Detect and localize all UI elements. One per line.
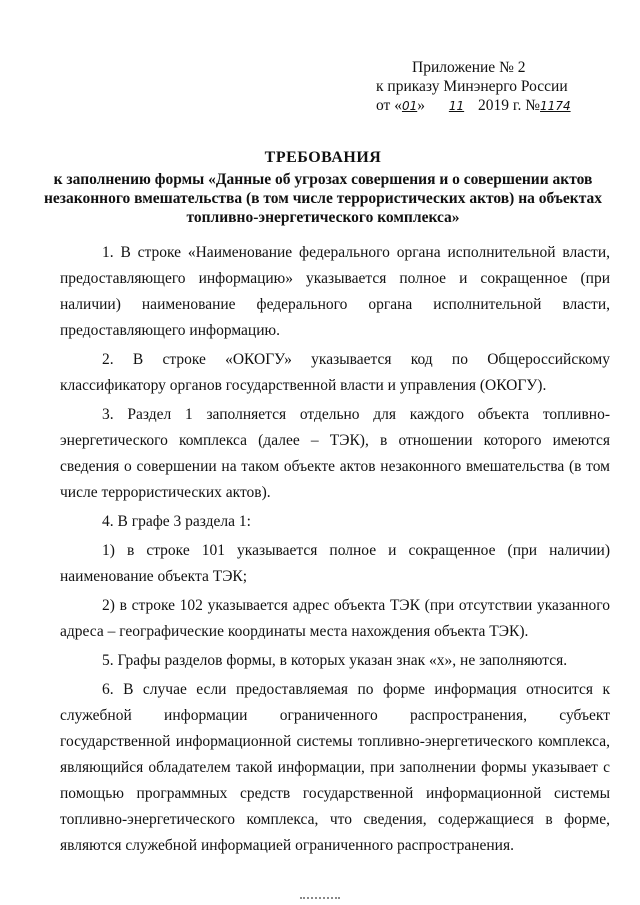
title-heading: ТРЕБОВАНИЯ — [264, 149, 382, 166]
paragraph-4-item-1: 1) в строке 101 указывается полное и сокращенное (при наличии) наименование объекта ТЭК; — [60, 542, 610, 585]
date-year: 2019 г. № — [474, 97, 541, 114]
paragraph-3: 3. Раздел 1 заполняется отдельно для каждого объекта топливно-энергетического комплекса (далее – ТЭК), в отношении которого имеются сведения о совершении на таком объекте актов незаконного вмешательства (в том числе террористических актов). — [60, 406, 610, 501]
paragraph-2: 2. В строке «ОКОГУ» указывается код по Общероссийскому классификатору органов государственной власти и управления (ОКОГУ). — [60, 351, 610, 394]
handwritten-number: 1174 — [540, 99, 571, 113]
paragraph-6: 6. В случае если предоставляемая по форме информация относится к служебной информации ограниченного распространения, субъект государственной информационной системы топливно-энергетического комплекса, являющийся обладателем такой информации, при заполнении формы указывает с помощью программных средств государственной информационной системы топливно-энергетического комплекса, что сведения, содержащиеся в форме, являются служебной информацией ограниченного распространения. — [60, 681, 610, 854]
handwritten-month: 11 — [448, 99, 465, 113]
date-prefix: от « — [376, 97, 402, 114]
paragraph-5: 5. Графы разделов формы, в которых указан знак «х», не заполняются. — [102, 652, 568, 669]
title-line-4: топливно-энергетического комплекса» — [186, 209, 460, 226]
paragraph-4-item-2: 2) в строке 102 указывается адрес объекта ТЭК (при отсутствии указанного адреса – географические координаты места нахождения объекта ТЭК). — [60, 597, 610, 640]
appendix-block — [372, 58, 602, 116]
title-line-3: незаконного вмешательства (в том числе террористических актов) на объектах — [43, 190, 603, 207]
appendix-order-ref: к приказу Минэнерго России — [376, 78, 568, 95]
paragraph-1: 1. В строке «Наименование федерального органа исполнительной власти, предоставляющего информацию» указывается полное и сокращенное (при наличии) наименование федерального органа исполнительной власти, предоставляющего информацию. — [60, 244, 610, 339]
appendix-date-line — [372, 96, 602, 116]
handwritten-day: 01 — [401, 99, 418, 113]
paragraph-4: 4. В графе 3 раздела 1: — [102, 513, 251, 530]
title-line-2: к заполнению формы «Данные об угрозах совершения и о совершении актов — [53, 171, 593, 188]
appendix-number: Приложение № 2 — [412, 59, 526, 76]
document-body — [60, 240, 610, 862]
date-mid: » — [417, 97, 429, 114]
scan-edge-mark — [300, 897, 340, 905]
document-title — [40, 148, 606, 227]
